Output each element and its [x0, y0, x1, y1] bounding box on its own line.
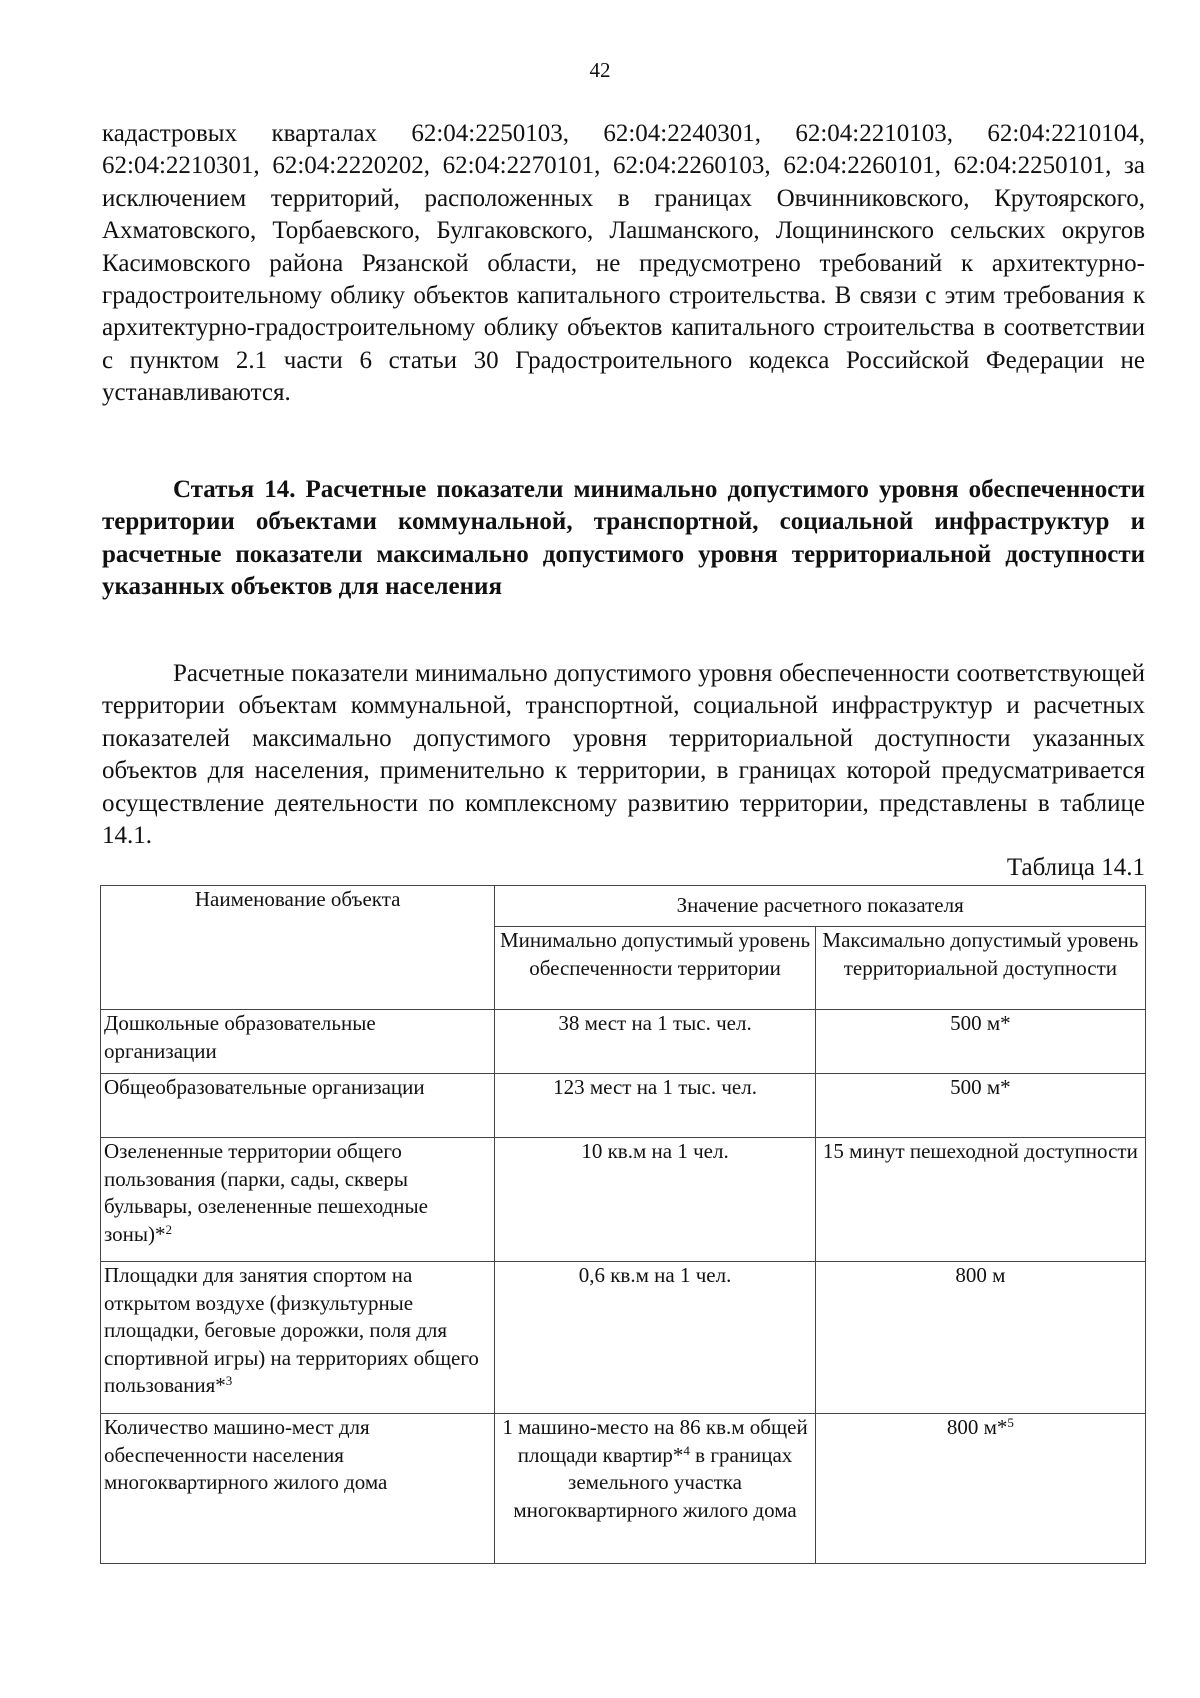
- article-14-heading: Статья 14. Расчетные показатели минимально допустимого уровня обеспеченности территории объектами коммунальной, транспортной, социальной инфраструктур и расчетные показатели максимально допустимого уровня территориальной доступности указанных объектов для населения: [102, 476, 1145, 601]
- footnote-mark: 5: [1007, 1415, 1014, 1430]
- row-min-continued: в границах земельного участка многоквартирного жилого дома: [513, 1442, 797, 1522]
- row-min-cell: [495, 1010, 815, 1074]
- header-min-level: Минимально допустимый уровень обеспеченности территории: [495, 927, 815, 1010]
- paragraph-architectural-requirements: кадастровых кварталах 62:04:2250103, 62:04:2240301, 62:04:2210103, 62:04:2210104, 62:04:2210301, 62:04:2220202, 62:04:2270101, 62:04:2260103, 62:04:2260101, 62:04:2250101, за исключением территорий, расположенных в границах Овчинниковского, Крутоярского, Ахматовского, Торбаевского, Булгаковского, Лашманского, Лощининского сельских округов Касимовского района Рязанской области, не предусмотрено требований к архитектурно-градостроительному облику объектов капитального строительства. В связи с этим требования к архитектурно-градостроительному облику объектов капитального строительства в соответствии с пунктом 2.1 части 6 статьи 30 Градостроительного кодекса Российской Федерации не устанавливаются.: [102, 120, 1145, 407]
- row-max: 800 м: [955, 1263, 1006, 1287]
- table-row: [101, 1074, 1146, 1138]
- row-name-cell: [101, 1262, 495, 1414]
- row-name-cell: [101, 1074, 495, 1138]
- row-name-cell: [101, 1138, 495, 1262]
- row-max-cell: [815, 1262, 1145, 1414]
- row-min-cell: [495, 1074, 815, 1138]
- header-max-level: Максимально допустимый уровень территориальной доступности: [815, 927, 1145, 1010]
- row-name-cell: [101, 1010, 495, 1074]
- table-row: [101, 1010, 1146, 1074]
- page-number: 42: [589, 58, 611, 82]
- row-name: Дошкольные образовательные организации: [104, 1011, 376, 1063]
- row-min: 1 машино-место на 86 кв.м общей площади квартир*: [502, 1415, 808, 1467]
- row-min: 10 кв.м на 1 чел.: [581, 1139, 729, 1163]
- table-row: [101, 1414, 1146, 1564]
- row-max: 500 м*: [950, 1011, 1011, 1035]
- row-name: Площадки для занятия спортом на открытом воздухе (физкультурные площадки, беговые дорожки, поля для спортивной игры) на территориях общего пользования*: [104, 1263, 479, 1397]
- row-min-cell: [495, 1262, 815, 1414]
- row-max: 800 м*: [946, 1415, 1008, 1439]
- table-row: [101, 1138, 1146, 1262]
- row-max: 500 м*: [950, 1075, 1011, 1099]
- row-name: Общеобразовательные организации: [104, 1075, 425, 1099]
- footnote-mark: 4: [683, 1442, 690, 1458]
- header-object-name: Наименование объекта: [101, 886, 495, 1010]
- table-row: [101, 1262, 1146, 1414]
- footnote-mark: 3: [225, 1373, 233, 1388]
- footnote-mark: 2: [165, 1221, 173, 1237]
- row-max-cell: [815, 1138, 1145, 1262]
- indicators-table: [100, 885, 1146, 1564]
- row-name: Количество машино-мест для обеспеченности населения многоквартирного жилого дома: [104, 1415, 388, 1494]
- row-min: 0,6 кв.м на 1 чел.: [578, 1263, 732, 1287]
- row-max-cell: [815, 1074, 1145, 1138]
- row-min-cell: [495, 1138, 815, 1262]
- row-min: 123 мест на 1 тыс. чел.: [553, 1075, 757, 1099]
- row-min-cell: [495, 1414, 815, 1564]
- row-max: 15 минут пешеходной доступности: [822, 1139, 1138, 1163]
- row-max-cell: [815, 1414, 1145, 1564]
- table-caption: Таблица 14.1: [1006, 854, 1145, 881]
- header-value-group: Значение расчетного показателя: [495, 886, 1146, 927]
- row-max-cell: [815, 1010, 1145, 1074]
- row-name-cell: [101, 1414, 495, 1564]
- paragraph-indicators-intro: Расчетные показатели минимально допустимого уровня обеспеченности соответствующей территории объектам коммунальной, транспортной, социальной инфраструктур и расчетных показателей максимально допустимого уровня территориальной доступности указанных объектов для населения, применительно к территории, в границах которой предусматривается осуществление деятельности по комплексному развитию территории, представлены в таблице 14.1.: [102, 660, 1145, 850]
- row-min: 38 мест на 1 тыс. чел.: [558, 1011, 752, 1035]
- row-name: Озелененные территории общего пользования (парки, сады, скверы бульвары, озелененные пешеходные зоны)*: [104, 1139, 428, 1246]
